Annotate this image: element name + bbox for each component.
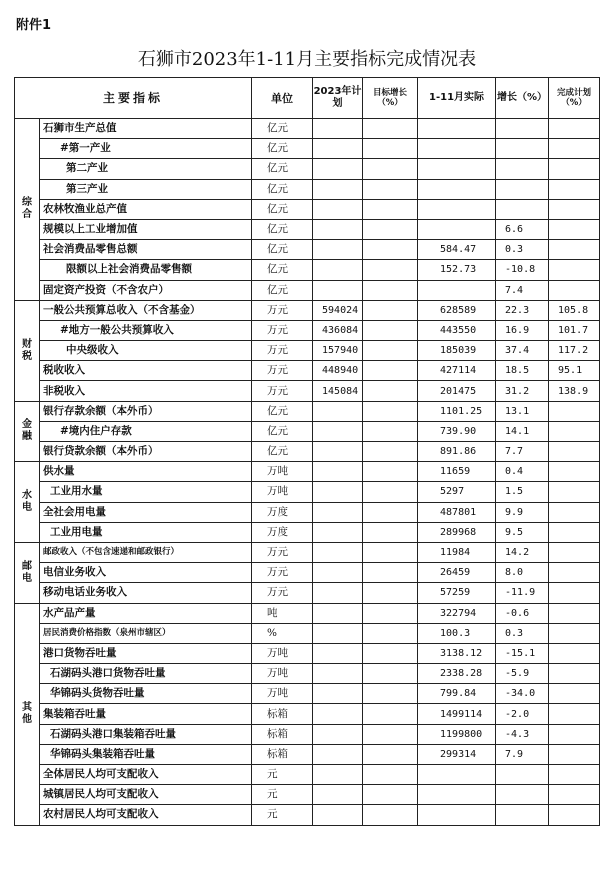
- growth-cell: [496, 765, 549, 785]
- completion-cell: [549, 603, 600, 623]
- plan-cell: [313, 684, 363, 704]
- completion-cell: [549, 522, 600, 542]
- completion-cell: 117.2: [549, 341, 600, 361]
- growth-cell: 7.4: [496, 280, 549, 300]
- completion-cell: [549, 765, 600, 785]
- indicator-cell: 城镇居民人均可支配收入: [40, 785, 252, 805]
- completion-cell: 101.7: [549, 320, 600, 340]
- growth-cell: 16.9: [496, 320, 549, 340]
- plan-cell: [313, 159, 363, 179]
- table-row: [15, 401, 600, 421]
- completion-cell: [549, 623, 600, 643]
- actual-cell: 2338.28: [418, 664, 496, 684]
- growth-cell: 7.7: [496, 442, 549, 462]
- indicator-cell: 中央级收入: [40, 341, 252, 361]
- unit-cell: 万元: [252, 341, 313, 361]
- target-growth-cell: [363, 341, 418, 361]
- header-row: [15, 78, 600, 119]
- target-growth-cell: [363, 563, 418, 583]
- plan-cell: [313, 765, 363, 785]
- table-row: [15, 704, 600, 724]
- plan-cell: [313, 462, 363, 482]
- category-finance-tax: 财 税: [15, 300, 40, 401]
- table-row: [15, 502, 600, 522]
- completion-cell: [549, 119, 600, 139]
- actual-cell: 201475: [418, 381, 496, 401]
- unit-cell: 万度: [252, 502, 313, 522]
- completion-cell: [549, 482, 600, 502]
- plan-cell: [313, 179, 363, 199]
- unit-cell: 标箱: [252, 704, 313, 724]
- target-growth-cell: [363, 502, 418, 522]
- actual-cell: [418, 805, 496, 825]
- actual-cell: 100.3: [418, 623, 496, 643]
- plan-cell: [313, 401, 363, 421]
- growth-cell: [496, 119, 549, 139]
- growth-cell: 14.1: [496, 421, 549, 441]
- actual-cell: 322794: [418, 603, 496, 623]
- header-growth: 增长（%）: [496, 78, 549, 119]
- completion-cell: [549, 219, 600, 239]
- table-body: [15, 119, 600, 826]
- unit-cell: 元: [252, 785, 313, 805]
- plan-cell: [313, 704, 363, 724]
- target-growth-cell: [363, 421, 418, 441]
- unit-cell: 万度: [252, 522, 313, 542]
- target-growth-cell: [363, 603, 418, 623]
- table-row: [15, 724, 600, 744]
- indicator-cell: 工业用电量: [40, 522, 252, 542]
- target-growth-cell: [363, 139, 418, 159]
- completion-cell: [549, 401, 600, 421]
- plan-cell: 145084: [313, 381, 363, 401]
- actual-cell: 891.86: [418, 442, 496, 462]
- completion-cell: [549, 643, 600, 663]
- actual-cell: 57259: [418, 583, 496, 603]
- actual-cell: 487801: [418, 502, 496, 522]
- table-row: [15, 320, 600, 340]
- growth-cell: -15.1: [496, 643, 549, 663]
- attachment-label: 附件1: [16, 18, 52, 33]
- plan-cell: [313, 603, 363, 623]
- growth-cell: -0.6: [496, 603, 549, 623]
- unit-cell: 万元: [252, 361, 313, 381]
- actual-cell: 26459: [418, 563, 496, 583]
- indicator-table: [14, 77, 600, 826]
- table-row: [15, 643, 600, 663]
- actual-cell: 799.84: [418, 684, 496, 704]
- indicator-cell: 工业用水量: [40, 482, 252, 502]
- actual-cell: [418, 179, 496, 199]
- table-row: [15, 139, 600, 159]
- actual-cell: 1101.25: [418, 401, 496, 421]
- category-banking: 金 融: [15, 401, 40, 462]
- plan-cell: [313, 199, 363, 219]
- table-row: [15, 300, 600, 320]
- table-row: [15, 442, 600, 462]
- unit-cell: 亿元: [252, 179, 313, 199]
- target-growth-cell: [363, 724, 418, 744]
- indicator-cell: 华锦码头货物吞吐量: [40, 684, 252, 704]
- completion-cell: [549, 421, 600, 441]
- indicator-cell: 规模以上工业增加值: [40, 219, 252, 239]
- unit-cell: 标箱: [252, 744, 313, 764]
- unit-cell: 万元: [252, 320, 313, 340]
- completion-cell: [549, 442, 600, 462]
- indicator-cell: 社会消费品零售总额: [40, 240, 252, 260]
- actual-cell: [418, 159, 496, 179]
- target-growth-cell: [363, 199, 418, 219]
- actual-cell: [418, 785, 496, 805]
- completion-cell: [549, 199, 600, 219]
- completion-cell: [549, 785, 600, 805]
- indicator-cell: 全体居民人均可支配收入: [40, 765, 252, 785]
- growth-cell: 6.6: [496, 219, 549, 239]
- actual-cell: 5297: [418, 482, 496, 502]
- table-row: [15, 179, 600, 199]
- plan-cell: [313, 583, 363, 603]
- actual-cell: 739.90: [418, 421, 496, 441]
- unit-cell: 亿元: [252, 139, 313, 159]
- completion-cell: [549, 805, 600, 825]
- plan-cell: [313, 805, 363, 825]
- indicator-cell: #境内住户存款: [40, 421, 252, 441]
- plan-cell: [313, 219, 363, 239]
- table-row: [15, 744, 600, 764]
- indicator-cell: 移动电话业务收入: [40, 583, 252, 603]
- unit-cell: 万元: [252, 542, 313, 562]
- growth-cell: -4.3: [496, 724, 549, 744]
- table-row: [15, 563, 600, 583]
- target-growth-cell: [363, 381, 418, 401]
- category-other: 其 他: [15, 603, 40, 825]
- indicator-cell: 水产品产量: [40, 603, 252, 623]
- completion-cell: [549, 744, 600, 764]
- growth-cell: [496, 179, 549, 199]
- growth-cell: [496, 785, 549, 805]
- actual-cell: 1199800: [418, 724, 496, 744]
- actual-cell: [418, 280, 496, 300]
- completion-cell: [549, 179, 600, 199]
- indicator-cell: 一般公共预算总收入（不含基金）: [40, 300, 252, 320]
- unit-cell: 万元: [252, 300, 313, 320]
- growth-cell: 31.2: [496, 381, 549, 401]
- table-row: [15, 199, 600, 219]
- category-water-power: 水 电: [15, 462, 40, 543]
- indicator-cell: 集装箱吞吐量: [40, 704, 252, 724]
- completion-cell: 105.8: [549, 300, 600, 320]
- table-row: [15, 542, 600, 562]
- table-row: [15, 240, 600, 260]
- actual-cell: 427114: [418, 361, 496, 381]
- completion-cell: [549, 260, 600, 280]
- header-target-growth: 目标增长（%）: [363, 78, 418, 119]
- target-growth-cell: [363, 765, 418, 785]
- table-row: [15, 583, 600, 603]
- growth-cell: 13.1: [496, 401, 549, 421]
- target-growth-cell: [363, 219, 418, 239]
- indicator-cell: 银行贷款余额（本外币）: [40, 442, 252, 462]
- table-row: [15, 664, 600, 684]
- actual-cell: 11984: [418, 542, 496, 562]
- category-comprehensive: 综 合: [15, 119, 40, 301]
- completion-cell: [549, 684, 600, 704]
- completion-cell: [549, 724, 600, 744]
- target-growth-cell: [363, 623, 418, 643]
- target-growth-cell: [363, 583, 418, 603]
- growth-cell: 0.3: [496, 240, 549, 260]
- target-growth-cell: [363, 320, 418, 340]
- indicator-cell: 邮政收入（不包含速递和邮政银行）: [40, 542, 252, 562]
- table-row: [15, 603, 600, 623]
- unit-cell: 亿元: [252, 401, 313, 421]
- unit-cell: 亿元: [252, 240, 313, 260]
- actual-cell: [418, 139, 496, 159]
- unit-cell: 万吨: [252, 684, 313, 704]
- actual-cell: 584.47: [418, 240, 496, 260]
- target-growth-cell: [363, 805, 418, 825]
- plan-cell: [313, 563, 363, 583]
- target-growth-cell: [363, 785, 418, 805]
- completion-cell: [549, 583, 600, 603]
- indicator-cell: 全社会用电量: [40, 502, 252, 522]
- unit-cell: 亿元: [252, 199, 313, 219]
- table-row: [15, 260, 600, 280]
- unit-cell: 元: [252, 805, 313, 825]
- unit-cell: 吨: [252, 603, 313, 623]
- growth-cell: -34.0: [496, 684, 549, 704]
- target-growth-cell: [363, 482, 418, 502]
- unit-cell: 标箱: [252, 724, 313, 744]
- table-row: [15, 381, 600, 401]
- target-growth-cell: [363, 522, 418, 542]
- growth-cell: 14.2: [496, 542, 549, 562]
- actual-cell: 443550: [418, 320, 496, 340]
- actual-cell: [418, 765, 496, 785]
- target-growth-cell: [363, 704, 418, 724]
- completion-cell: 138.9: [549, 381, 600, 401]
- target-growth-cell: [363, 442, 418, 462]
- plan-cell: 594024: [313, 300, 363, 320]
- target-growth-cell: [363, 260, 418, 280]
- plan-cell: [313, 482, 363, 502]
- target-growth-cell: [363, 664, 418, 684]
- completion-cell: [549, 563, 600, 583]
- table-row: [15, 765, 600, 785]
- growth-cell: 8.0: [496, 563, 549, 583]
- completion-cell: 95.1: [549, 361, 600, 381]
- plan-cell: [313, 421, 363, 441]
- unit-cell: 万元: [252, 381, 313, 401]
- completion-cell: [549, 240, 600, 260]
- table-row: [15, 219, 600, 239]
- plan-cell: [313, 280, 363, 300]
- actual-cell: [418, 219, 496, 239]
- indicator-cell: 电信业务收入: [40, 563, 252, 583]
- target-growth-cell: [363, 542, 418, 562]
- actual-cell: 299314: [418, 744, 496, 764]
- completion-cell: [549, 462, 600, 482]
- plan-cell: [313, 442, 363, 462]
- indicator-cell: 石狮市生产总值: [40, 119, 252, 139]
- indicator-cell: 石湖码头港口集装箱吞吐量: [40, 724, 252, 744]
- completion-cell: [549, 139, 600, 159]
- actual-cell: 152.73: [418, 260, 496, 280]
- unit-cell: 亿元: [252, 219, 313, 239]
- table-row: [15, 462, 600, 482]
- unit-cell: 亿元: [252, 280, 313, 300]
- indicator-cell: 第三产业: [40, 179, 252, 199]
- header-indicator: 主要指标: [15, 78, 252, 119]
- unit-cell: 亿元: [252, 260, 313, 280]
- target-growth-cell: [363, 119, 418, 139]
- indicator-cell: 固定资产投资（不含农户）: [40, 280, 252, 300]
- plan-cell: [313, 724, 363, 744]
- unit-cell: 万吨: [252, 482, 313, 502]
- indicator-cell: 农村居民人均可支配收入: [40, 805, 252, 825]
- table-row: [15, 341, 600, 361]
- indicator-cell: 农林牧渔业总产值: [40, 199, 252, 219]
- completion-cell: [549, 280, 600, 300]
- growth-cell: -2.0: [496, 704, 549, 724]
- plan-cell: [313, 260, 363, 280]
- plan-cell: [313, 744, 363, 764]
- actual-cell: 185039: [418, 341, 496, 361]
- indicator-cell: 港口货物吞吐量: [40, 643, 252, 663]
- unit-cell: %: [252, 623, 313, 643]
- unit-cell: 元: [252, 765, 313, 785]
- actual-cell: [418, 119, 496, 139]
- category-post-telecom: 邮 电: [15, 542, 40, 603]
- unit-cell: 亿元: [252, 442, 313, 462]
- plan-cell: [313, 785, 363, 805]
- target-growth-cell: [363, 361, 418, 381]
- plan-cell: [313, 643, 363, 663]
- indicator-cell: 税收收入: [40, 361, 252, 381]
- target-growth-cell: [363, 179, 418, 199]
- completion-cell: [549, 159, 600, 179]
- target-growth-cell: [363, 744, 418, 764]
- plan-cell: [313, 139, 363, 159]
- indicator-cell: 限额以上社会消费品零售额: [40, 260, 252, 280]
- target-growth-cell: [363, 643, 418, 663]
- table-row: [15, 482, 600, 502]
- unit-cell: 万吨: [252, 643, 313, 663]
- actual-cell: 3138.12: [418, 643, 496, 663]
- growth-cell: [496, 199, 549, 219]
- indicator-cell: #第一产业: [40, 139, 252, 159]
- growth-cell: [496, 805, 549, 825]
- indicator-cell: 第二产业: [40, 159, 252, 179]
- growth-cell: 7.9: [496, 744, 549, 764]
- completion-cell: [549, 542, 600, 562]
- target-growth-cell: [363, 280, 418, 300]
- growth-cell: -5.9: [496, 664, 549, 684]
- growth-cell: 9.5: [496, 522, 549, 542]
- actual-cell: 1499114: [418, 704, 496, 724]
- indicator-cell: 非税收入: [40, 381, 252, 401]
- header-unit: 单位: [252, 78, 313, 119]
- unit-cell: 万吨: [252, 462, 313, 482]
- plan-cell: [313, 240, 363, 260]
- actual-cell: [418, 199, 496, 219]
- unit-cell: 亿元: [252, 119, 313, 139]
- unit-cell: 万吨: [252, 664, 313, 684]
- indicator-cell: 居民消费价格指数（泉州市辖区）: [40, 623, 252, 643]
- target-growth-cell: [363, 401, 418, 421]
- actual-cell: 628589: [418, 300, 496, 320]
- plan-cell: [313, 623, 363, 643]
- plan-cell: [313, 119, 363, 139]
- plan-cell: 448940: [313, 361, 363, 381]
- target-growth-cell: [363, 300, 418, 320]
- header-actual: 1-11月实际: [418, 78, 496, 119]
- unit-cell: 万元: [252, 563, 313, 583]
- indicator-cell: 华锦码头集装箱吞吐量: [40, 744, 252, 764]
- plan-cell: 157940: [313, 341, 363, 361]
- table-row: [15, 421, 600, 441]
- table-row: [15, 159, 600, 179]
- unit-cell: 万元: [252, 583, 313, 603]
- table-row: [15, 361, 600, 381]
- growth-cell: -10.8: [496, 260, 549, 280]
- actual-cell: 289968: [418, 522, 496, 542]
- completion-cell: [549, 502, 600, 522]
- target-growth-cell: [363, 159, 418, 179]
- page-title: 石狮市2023年1-11月主要指标完成情况表: [137, 49, 477, 70]
- growth-cell: 37.4: [496, 341, 549, 361]
- target-growth-cell: [363, 240, 418, 260]
- target-growth-cell: [363, 684, 418, 704]
- indicator-cell: 石湖码头港口货物吞吐量: [40, 664, 252, 684]
- growth-cell: -11.9: [496, 583, 549, 603]
- unit-cell: 亿元: [252, 159, 313, 179]
- indicator-cell: #地方一般公共预算收入: [40, 320, 252, 340]
- growth-cell: 18.5: [496, 361, 549, 381]
- target-growth-cell: [363, 462, 418, 482]
- plan-cell: [313, 502, 363, 522]
- unit-cell: 亿元: [252, 421, 313, 441]
- table-row: [15, 785, 600, 805]
- table-row: [15, 522, 600, 542]
- indicator-cell: 供水量: [40, 462, 252, 482]
- growth-cell: 1.5: [496, 482, 549, 502]
- growth-cell: 9.9: [496, 502, 549, 522]
- plan-cell: [313, 542, 363, 562]
- growth-cell: [496, 139, 549, 159]
- growth-cell: 22.3: [496, 300, 549, 320]
- plan-cell: [313, 664, 363, 684]
- completion-cell: [549, 664, 600, 684]
- plan-cell: 436084: [313, 320, 363, 340]
- header-completion: 完成计划（%）: [549, 78, 600, 119]
- growth-cell: 0.4: [496, 462, 549, 482]
- table-row: [15, 623, 600, 643]
- table-row: [15, 119, 600, 139]
- indicator-cell: 银行存款余额（本外币）: [40, 401, 252, 421]
- table-row: [15, 684, 600, 704]
- header-plan: 2023年计划: [313, 78, 363, 119]
- plan-cell: [313, 522, 363, 542]
- growth-cell: [496, 159, 549, 179]
- growth-cell: 0.3: [496, 623, 549, 643]
- table-row: [15, 280, 600, 300]
- table-row: [15, 805, 600, 825]
- actual-cell: 11659: [418, 462, 496, 482]
- completion-cell: [549, 704, 600, 724]
